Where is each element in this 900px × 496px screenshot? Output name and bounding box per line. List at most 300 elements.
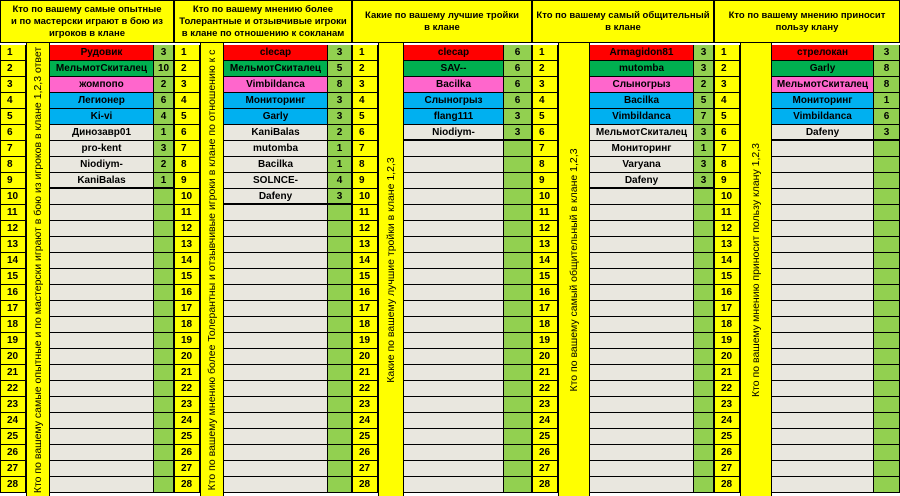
vote-count-cell[interactable] xyxy=(874,269,900,285)
player-name-cell[interactable] xyxy=(772,349,874,365)
vote-count-cell[interactable] xyxy=(694,365,714,381)
section-header[interactable] xyxy=(352,0,532,43)
player-name-cell[interactable] xyxy=(772,317,874,333)
vote-count-cell[interactable] xyxy=(328,429,352,445)
row-number-cell[interactable]: 13 xyxy=(532,237,558,253)
player-name-cell[interactable] xyxy=(590,317,694,333)
player-name-cell[interactable] xyxy=(590,301,694,317)
row-number-cell[interactable]: 20 xyxy=(174,349,200,365)
row-number-cell[interactable]: 26 xyxy=(0,445,26,461)
row-number-cell[interactable]: 17 xyxy=(532,301,558,317)
player-name-cell[interactable]: Ki-vi xyxy=(50,109,154,125)
row-number-cell[interactable]: 13 xyxy=(352,237,378,253)
row-number-cell[interactable]: 19 xyxy=(352,333,378,349)
vote-count-cell[interactable]: 8 xyxy=(874,61,900,77)
vote-count-cell[interactable] xyxy=(694,429,714,445)
player-name-cell[interactable]: Слыногрыз xyxy=(590,77,694,93)
vote-count-cell[interactable] xyxy=(154,285,174,301)
player-name-cell[interactable]: Мониторинг xyxy=(772,93,874,109)
player-name-cell[interactable]: Bacilka xyxy=(590,93,694,109)
row-number-cell[interactable]: 23 xyxy=(532,397,558,413)
row-number-cell[interactable]: 2 xyxy=(352,61,378,77)
player-name-cell[interactable] xyxy=(590,461,694,477)
vote-count-cell[interactable] xyxy=(694,413,714,429)
vote-count-cell[interactable] xyxy=(154,317,174,333)
player-name-cell[interactable] xyxy=(50,253,154,269)
row-number-cell[interactable]: 6 xyxy=(174,125,200,141)
vote-count-cell[interactable] xyxy=(874,445,900,461)
vote-count-cell[interactable]: 3 xyxy=(694,157,714,173)
player-name-cell[interactable] xyxy=(404,317,504,333)
row-number-cell[interactable]: 2 xyxy=(532,61,558,77)
row-number-cell[interactable]: 10 xyxy=(532,189,558,205)
player-name-cell[interactable] xyxy=(50,477,154,493)
vote-count-cell[interactable]: 3 xyxy=(694,45,714,61)
player-name-cell[interactable]: Динозавр01 xyxy=(50,125,154,141)
vote-count-cell[interactable] xyxy=(154,301,174,317)
player-name-cell[interactable] xyxy=(224,397,328,413)
player-name-cell[interactable]: KaniBalas xyxy=(224,125,328,141)
player-name-cell[interactable] xyxy=(224,269,328,285)
player-name-cell[interactable] xyxy=(404,285,504,301)
player-name-cell[interactable] xyxy=(50,285,154,301)
player-name-cell[interactable]: Bacilka xyxy=(404,77,504,93)
vote-count-cell[interactable] xyxy=(154,445,174,461)
player-name-cell[interactable] xyxy=(224,317,328,333)
vote-count-cell[interactable]: 1 xyxy=(328,157,352,173)
vote-count-cell[interactable]: 8 xyxy=(328,77,352,93)
vote-count-cell[interactable] xyxy=(694,189,714,205)
vote-count-cell[interactable]: 3 xyxy=(694,173,714,189)
player-name-cell[interactable] xyxy=(590,221,694,237)
player-name-cell[interactable] xyxy=(772,445,874,461)
vote-count-cell[interactable] xyxy=(504,461,532,477)
player-name-cell[interactable] xyxy=(772,205,874,221)
row-number-cell[interactable]: 20 xyxy=(352,349,378,365)
vote-count-cell[interactable]: 3 xyxy=(328,109,352,125)
row-number-cell[interactable]: 21 xyxy=(0,365,26,381)
vote-count-cell[interactable] xyxy=(504,221,532,237)
row-number-cell[interactable]: 22 xyxy=(352,381,378,397)
vote-count-cell[interactable] xyxy=(874,429,900,445)
player-name-cell[interactable] xyxy=(772,285,874,301)
vote-count-cell[interactable] xyxy=(874,365,900,381)
row-number-cell[interactable]: 28 xyxy=(174,477,200,493)
row-number-cell[interactable]: 9 xyxy=(532,173,558,189)
row-number-cell[interactable]: 25 xyxy=(352,429,378,445)
vote-count-cell[interactable] xyxy=(504,157,532,173)
vote-count-cell[interactable] xyxy=(874,141,900,157)
row-number-cell[interactable]: 21 xyxy=(174,365,200,381)
row-number-cell[interactable]: 21 xyxy=(714,365,740,381)
row-number-cell[interactable]: 8 xyxy=(174,157,200,173)
player-name-cell[interactable] xyxy=(404,301,504,317)
row-number-cell[interactable]: 4 xyxy=(0,93,26,109)
vote-count-cell[interactable] xyxy=(874,237,900,253)
vote-count-cell[interactable]: 10 xyxy=(154,61,174,77)
row-number-cell[interactable]: 19 xyxy=(532,333,558,349)
row-number-cell[interactable]: 28 xyxy=(0,477,26,493)
player-name-cell[interactable] xyxy=(404,333,504,349)
player-name-cell[interactable] xyxy=(50,349,154,365)
row-number-cell[interactable]: 17 xyxy=(174,301,200,317)
player-name-cell[interactable] xyxy=(404,205,504,221)
vote-count-cell[interactable]: 6 xyxy=(504,93,532,109)
vote-count-cell[interactable] xyxy=(874,413,900,429)
row-number-cell[interactable]: 7 xyxy=(0,141,26,157)
vote-count-cell[interactable] xyxy=(874,205,900,221)
player-name-cell[interactable] xyxy=(224,237,328,253)
vote-count-cell[interactable] xyxy=(874,301,900,317)
row-number-cell[interactable]: 19 xyxy=(714,333,740,349)
vote-count-cell[interactable]: 1 xyxy=(154,173,174,189)
player-name-cell[interactable] xyxy=(50,461,154,477)
vote-count-cell[interactable] xyxy=(328,413,352,429)
vote-count-cell[interactable] xyxy=(154,461,174,477)
row-number-cell[interactable]: 9 xyxy=(714,173,740,189)
vote-count-cell[interactable]: 3 xyxy=(504,125,532,141)
row-number-cell[interactable]: 1 xyxy=(352,45,378,61)
vote-count-cell[interactable] xyxy=(328,237,352,253)
player-name-cell[interactable] xyxy=(404,477,504,493)
row-number-cell[interactable]: 25 xyxy=(714,429,740,445)
player-name-cell[interactable] xyxy=(772,461,874,477)
row-number-cell[interactable]: 17 xyxy=(714,301,740,317)
player-name-cell[interactable]: mutomba xyxy=(590,61,694,77)
player-name-cell[interactable] xyxy=(404,253,504,269)
row-number-cell[interactable]: 1 xyxy=(532,45,558,61)
row-number-cell[interactable]: 22 xyxy=(532,381,558,397)
player-name-cell[interactable] xyxy=(224,301,328,317)
row-number-cell[interactable]: 27 xyxy=(714,461,740,477)
vote-count-cell[interactable] xyxy=(154,397,174,413)
player-name-cell[interactable] xyxy=(590,269,694,285)
row-number-cell[interactable]: 16 xyxy=(532,285,558,301)
vote-count-cell[interactable] xyxy=(504,477,532,493)
player-name-cell[interactable] xyxy=(224,253,328,269)
row-number-cell[interactable]: 17 xyxy=(352,301,378,317)
vote-count-cell[interactable]: 5 xyxy=(328,61,352,77)
row-number-cell[interactable]: 8 xyxy=(0,157,26,173)
player-name-cell[interactable]: Bacilka xyxy=(224,157,328,173)
player-name-cell[interactable]: Garly xyxy=(224,109,328,125)
player-name-cell[interactable] xyxy=(772,253,874,269)
row-number-cell[interactable]: 10 xyxy=(174,189,200,205)
vote-count-cell[interactable] xyxy=(154,237,174,253)
player-name-cell[interactable] xyxy=(404,445,504,461)
player-name-cell[interactable] xyxy=(224,381,328,397)
vote-count-cell[interactable] xyxy=(328,365,352,381)
player-name-cell[interactable] xyxy=(404,189,504,205)
player-name-cell[interactable]: Niodiym- xyxy=(50,157,154,173)
player-name-cell[interactable] xyxy=(772,269,874,285)
vote-count-cell[interactable]: 2 xyxy=(154,157,174,173)
row-number-cell[interactable]: 5 xyxy=(352,109,378,125)
player-name-cell[interactable] xyxy=(772,221,874,237)
vote-count-cell[interactable] xyxy=(504,285,532,301)
player-name-cell[interactable] xyxy=(224,413,328,429)
vote-count-cell[interactable]: 3 xyxy=(328,189,352,205)
row-number-cell[interactable]: 18 xyxy=(352,317,378,333)
vote-count-cell[interactable] xyxy=(154,477,174,493)
player-name-cell[interactable] xyxy=(404,237,504,253)
row-number-cell[interactable]: 18 xyxy=(532,317,558,333)
row-number-cell[interactable]: 26 xyxy=(174,445,200,461)
row-number-cell[interactable]: 28 xyxy=(532,477,558,493)
row-number-cell[interactable]: 9 xyxy=(174,173,200,189)
vote-count-cell[interactable] xyxy=(874,285,900,301)
vote-count-cell[interactable] xyxy=(874,461,900,477)
vote-count-cell[interactable]: 6 xyxy=(504,45,532,61)
player-name-cell[interactable]: Vimbildanca xyxy=(772,109,874,125)
player-name-cell[interactable]: Dafeny xyxy=(590,173,694,189)
vote-count-cell[interactable] xyxy=(504,413,532,429)
player-name-cell[interactable] xyxy=(590,237,694,253)
vote-count-cell[interactable] xyxy=(328,381,352,397)
player-name-cell[interactable] xyxy=(404,269,504,285)
vote-count-cell[interactable] xyxy=(154,269,174,285)
row-number-cell[interactable]: 27 xyxy=(0,461,26,477)
player-name-cell[interactable] xyxy=(772,189,874,205)
row-number-cell[interactable]: 5 xyxy=(174,109,200,125)
vote-count-cell[interactable] xyxy=(874,157,900,173)
player-name-cell[interactable] xyxy=(772,397,874,413)
vote-count-cell[interactable] xyxy=(504,429,532,445)
row-number-cell[interactable]: 12 xyxy=(0,221,26,237)
row-number-cell[interactable]: 18 xyxy=(174,317,200,333)
vote-count-cell[interactable]: 4 xyxy=(328,173,352,189)
row-number-cell[interactable]: 2 xyxy=(0,61,26,77)
player-name-cell[interactable] xyxy=(590,349,694,365)
row-number-cell[interactable]: 6 xyxy=(532,125,558,141)
player-name-cell[interactable]: Легионер xyxy=(50,93,154,109)
vote-count-cell[interactable] xyxy=(874,253,900,269)
player-name-cell[interactable] xyxy=(50,429,154,445)
row-number-cell[interactable]: 3 xyxy=(174,77,200,93)
row-number-cell[interactable]: 22 xyxy=(714,381,740,397)
row-number-cell[interactable]: 4 xyxy=(352,93,378,109)
vote-count-cell[interactable] xyxy=(328,269,352,285)
row-number-cell[interactable]: 11 xyxy=(714,205,740,221)
player-name-cell[interactable]: SOLNCE- xyxy=(224,173,328,189)
player-name-cell[interactable] xyxy=(404,461,504,477)
row-number-cell[interactable]: 16 xyxy=(174,285,200,301)
row-number-cell[interactable]: 23 xyxy=(0,397,26,413)
vote-count-cell[interactable] xyxy=(154,413,174,429)
player-name-cell[interactable]: Мониторинг xyxy=(590,141,694,157)
player-name-cell[interactable] xyxy=(772,477,874,493)
vote-count-cell[interactable] xyxy=(694,221,714,237)
row-number-cell[interactable]: 16 xyxy=(714,285,740,301)
vote-count-cell[interactable] xyxy=(154,365,174,381)
row-number-cell[interactable]: 25 xyxy=(532,429,558,445)
vote-count-cell[interactable] xyxy=(694,269,714,285)
player-name-cell[interactable] xyxy=(404,381,504,397)
vote-count-cell[interactable]: 6 xyxy=(154,93,174,109)
row-number-cell[interactable]: 6 xyxy=(714,125,740,141)
row-number-cell[interactable]: 13 xyxy=(0,237,26,253)
row-number-cell[interactable]: 19 xyxy=(0,333,26,349)
player-name-cell[interactable] xyxy=(772,413,874,429)
vote-count-cell[interactable]: 4 xyxy=(154,109,174,125)
vote-count-cell[interactable] xyxy=(504,141,532,157)
player-name-cell[interactable]: МельмотСкиталец xyxy=(224,61,328,77)
vote-count-cell[interactable] xyxy=(694,461,714,477)
vote-count-cell[interactable] xyxy=(154,221,174,237)
player-name-cell[interactable]: SAV-- xyxy=(404,61,504,77)
player-name-cell[interactable] xyxy=(224,429,328,445)
row-number-cell[interactable]: 15 xyxy=(714,269,740,285)
vote-count-cell[interactable]: 6 xyxy=(504,61,532,77)
row-number-cell[interactable]: 12 xyxy=(714,221,740,237)
vote-count-cell[interactable] xyxy=(328,461,352,477)
player-name-cell[interactable] xyxy=(772,429,874,445)
vote-count-cell[interactable]: 2 xyxy=(154,77,174,93)
player-name-cell[interactable]: pro-kent xyxy=(50,141,154,157)
player-name-cell[interactable]: Слыногрыз xyxy=(404,93,504,109)
vote-count-cell[interactable] xyxy=(874,397,900,413)
row-number-cell[interactable]: 14 xyxy=(532,253,558,269)
player-name-cell[interactable]: жомпопо xyxy=(50,77,154,93)
vote-count-cell[interactable] xyxy=(328,221,352,237)
row-number-cell[interactable]: 21 xyxy=(352,365,378,381)
player-name-cell[interactable] xyxy=(224,349,328,365)
row-number-cell[interactable]: 22 xyxy=(174,381,200,397)
player-name-cell[interactable] xyxy=(224,445,328,461)
row-number-cell[interactable]: 23 xyxy=(352,397,378,413)
player-name-cell[interactable]: Armagidon81 xyxy=(590,45,694,61)
player-name-cell[interactable] xyxy=(404,173,504,189)
row-number-cell[interactable]: 7 xyxy=(352,141,378,157)
row-number-cell[interactable]: 1 xyxy=(0,45,26,61)
vote-count-cell[interactable] xyxy=(874,349,900,365)
row-number-cell[interactable]: 24 xyxy=(714,413,740,429)
vote-count-cell[interactable] xyxy=(328,205,352,221)
vote-count-cell[interactable]: 1 xyxy=(328,141,352,157)
player-name-cell[interactable]: flang111 xyxy=(404,109,504,125)
player-name-cell[interactable] xyxy=(404,365,504,381)
player-name-cell[interactable] xyxy=(590,189,694,205)
row-number-cell[interactable]: 10 xyxy=(0,189,26,205)
row-number-cell[interactable]: 4 xyxy=(532,93,558,109)
vote-count-cell[interactable] xyxy=(504,317,532,333)
vote-count-cell[interactable]: 2 xyxy=(694,77,714,93)
player-name-cell[interactable] xyxy=(404,429,504,445)
player-name-cell[interactable] xyxy=(50,189,154,205)
row-number-cell[interactable]: 9 xyxy=(0,173,26,189)
vote-count-cell[interactable] xyxy=(694,237,714,253)
vote-count-cell[interactable]: 3 xyxy=(874,125,900,141)
player-name-cell[interactable]: Dafeny xyxy=(772,125,874,141)
player-name-cell[interactable] xyxy=(590,365,694,381)
row-number-cell[interactable]: 26 xyxy=(352,445,378,461)
row-number-cell[interactable]: 8 xyxy=(532,157,558,173)
player-name-cell[interactable] xyxy=(590,253,694,269)
vote-count-cell[interactable]: 3 xyxy=(328,93,352,109)
row-number-cell[interactable]: 12 xyxy=(174,221,200,237)
vote-count-cell[interactable]: 3 xyxy=(874,45,900,61)
vote-count-cell[interactable] xyxy=(874,381,900,397)
row-number-cell[interactable]: 15 xyxy=(0,269,26,285)
vote-count-cell[interactable] xyxy=(874,173,900,189)
row-number-cell[interactable]: 24 xyxy=(0,413,26,429)
player-name-cell[interactable] xyxy=(590,445,694,461)
player-name-cell[interactable] xyxy=(224,221,328,237)
row-number-cell[interactable]: 5 xyxy=(714,109,740,125)
vote-count-cell[interactable] xyxy=(328,285,352,301)
player-name-cell[interactable] xyxy=(224,333,328,349)
vote-count-cell[interactable]: 8 xyxy=(874,77,900,93)
row-number-cell[interactable]: 7 xyxy=(714,141,740,157)
vote-count-cell[interactable] xyxy=(694,301,714,317)
player-name-cell[interactable]: Niodiym- xyxy=(404,125,504,141)
vote-count-cell[interactable] xyxy=(154,205,174,221)
row-number-cell[interactable]: 12 xyxy=(532,221,558,237)
player-name-cell[interactable] xyxy=(772,237,874,253)
player-name-cell[interactable] xyxy=(772,365,874,381)
row-number-cell[interactable]: 2 xyxy=(174,61,200,77)
vote-count-cell[interactable] xyxy=(694,397,714,413)
vote-count-cell[interactable] xyxy=(694,477,714,493)
section-header[interactable] xyxy=(714,0,900,43)
vote-count-cell[interactable] xyxy=(504,173,532,189)
vote-count-cell[interactable]: 5 xyxy=(694,93,714,109)
player-name-cell[interactable]: Vimbildanca xyxy=(224,77,328,93)
row-number-cell[interactable]: 11 xyxy=(352,205,378,221)
row-number-cell[interactable]: 27 xyxy=(174,461,200,477)
player-name-cell[interactable] xyxy=(224,205,328,221)
vote-count-cell[interactable]: 6 xyxy=(874,109,900,125)
vote-count-cell[interactable] xyxy=(874,189,900,205)
row-number-cell[interactable]: 2 xyxy=(714,61,740,77)
vote-count-cell[interactable] xyxy=(504,365,532,381)
row-number-cell[interactable]: 18 xyxy=(0,317,26,333)
player-name-cell[interactable] xyxy=(772,157,874,173)
vote-count-cell[interactable] xyxy=(504,397,532,413)
row-number-cell[interactable]: 19 xyxy=(174,333,200,349)
row-number-cell[interactable]: 15 xyxy=(352,269,378,285)
vote-count-cell[interactable] xyxy=(874,333,900,349)
player-name-cell[interactable]: Dafeny xyxy=(224,189,328,205)
player-name-cell[interactable]: стрелокан xyxy=(772,45,874,61)
player-name-cell[interactable] xyxy=(50,445,154,461)
row-number-cell[interactable]: 15 xyxy=(532,269,558,285)
vote-count-cell[interactable] xyxy=(154,349,174,365)
player-name-cell[interactable] xyxy=(404,157,504,173)
player-name-cell[interactable]: МельмотСкиталец xyxy=(772,77,874,93)
vote-count-cell[interactable] xyxy=(154,333,174,349)
vote-count-cell[interactable] xyxy=(328,333,352,349)
row-number-cell[interactable]: 13 xyxy=(174,237,200,253)
vote-count-cell[interactable] xyxy=(874,477,900,493)
player-name-cell[interactable]: clecap xyxy=(404,45,504,61)
row-number-cell[interactable]: 18 xyxy=(714,317,740,333)
row-number-cell[interactable]: 14 xyxy=(352,253,378,269)
player-name-cell[interactable]: Мониторинг xyxy=(224,93,328,109)
row-number-cell[interactable]: 5 xyxy=(0,109,26,125)
player-name-cell[interactable]: Garly xyxy=(772,61,874,77)
vote-count-cell[interactable] xyxy=(154,189,174,205)
row-number-cell[interactable]: 16 xyxy=(0,285,26,301)
row-number-cell[interactable]: 11 xyxy=(174,205,200,221)
player-name-cell[interactable] xyxy=(224,285,328,301)
row-number-cell[interactable]: 16 xyxy=(352,285,378,301)
player-name-cell[interactable]: МельмотСкиталец xyxy=(50,61,154,77)
player-name-cell[interactable] xyxy=(772,141,874,157)
row-number-cell[interactable]: 11 xyxy=(0,205,26,221)
row-number-cell[interactable]: 14 xyxy=(0,253,26,269)
row-number-cell[interactable]: 28 xyxy=(714,477,740,493)
